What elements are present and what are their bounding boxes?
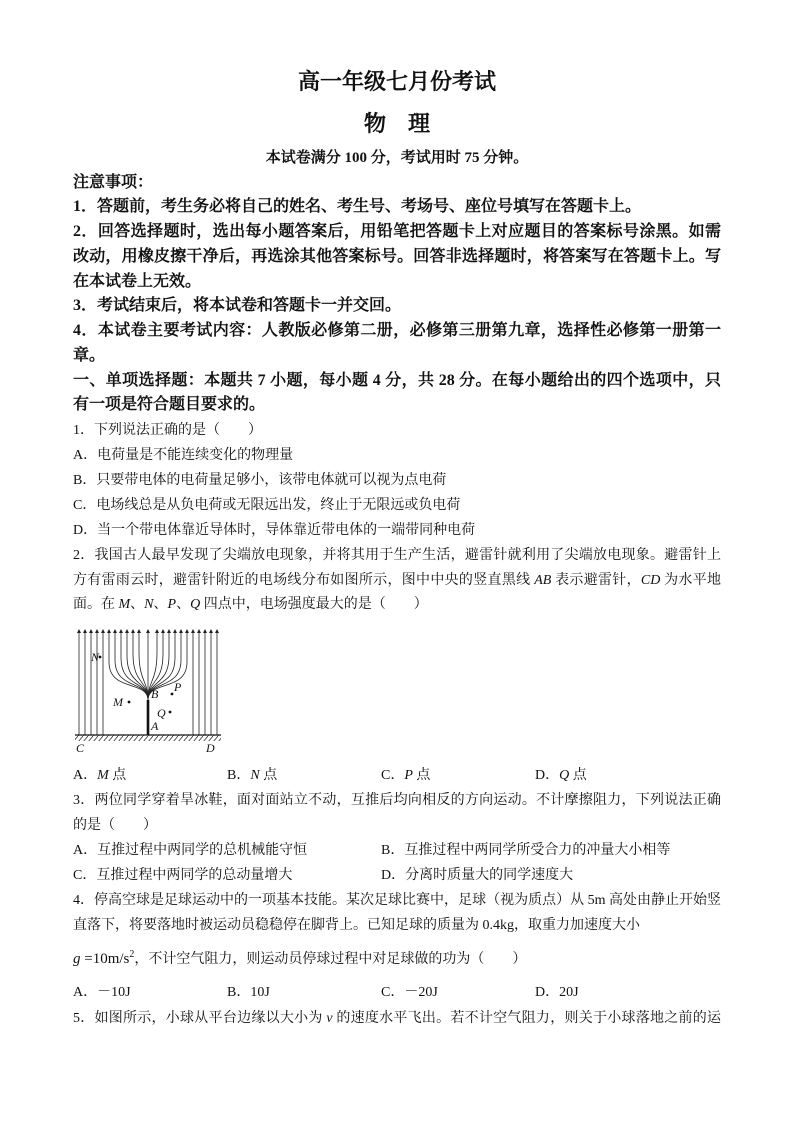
notice-line: 3．考试结束后，将本试卷和答题卡一并交回。 bbox=[73, 297, 402, 314]
text: 、 bbox=[130, 597, 145, 612]
question-3-option-d: D．分离时质量大的同学速度大 bbox=[381, 868, 574, 883]
question-2-stem-line: 2．我国古人最早发现了尖端放电现象，并将其用于生产生活，避雷针就利用了尖端放电现象。避雷针上 bbox=[73, 548, 721, 563]
var-p: P bbox=[167, 597, 177, 612]
field-line bbox=[133, 631, 148, 700]
var-q: Q bbox=[190, 597, 201, 612]
notice-line: 改动，用橡皮擦干净后，再选涂其他答案标号。回答非选择题时，将答案写在答题卡上。写 bbox=[73, 248, 721, 265]
label-m: M bbox=[113, 695, 123, 709]
field-line bbox=[127, 631, 148, 700]
label-a: A bbox=[151, 719, 159, 733]
label-d: D bbox=[206, 741, 215, 755]
section-heading: 有一项是符合题目要求的。 bbox=[73, 396, 266, 413]
notice-line: 4．本试卷主要考试内容：人教版必修第二册，必修第三册第九章，选择性必修第一册第一 bbox=[73, 322, 721, 339]
text: 方有雷雨云时，避雷针附近的电场线分布如图所示，图中中央的竖直黑线 bbox=[73, 573, 535, 588]
option-key: A． bbox=[73, 768, 98, 783]
formula-exponent: 2 bbox=[129, 949, 135, 960]
text: 的速度水平飞出。若不计空气阻力，则关于小球落地之前的运 bbox=[332, 1011, 722, 1026]
text: 四点中，电场强度最大的是（ ） bbox=[200, 597, 428, 612]
label-b: B bbox=[151, 687, 159, 701]
option-suffix: 点 bbox=[569, 768, 587, 783]
option-key: D． bbox=[535, 768, 560, 783]
notice-line: 章。 bbox=[73, 347, 106, 364]
option-var: M bbox=[97, 768, 109, 783]
option-key: C． bbox=[381, 768, 405, 783]
var-m: M bbox=[118, 597, 131, 612]
field-line-diagram bbox=[73, 628, 225, 758]
text: ，不计空气阻力，则运动员停球过程中对足球做的功为（ ） bbox=[134, 952, 527, 967]
var-n: N bbox=[144, 597, 154, 612]
option-suffix: 点 bbox=[412, 768, 431, 783]
question-1-option-c: C．电场线总是从负电荷或无限远出发，终止于无限远或负电荷 bbox=[73, 498, 461, 513]
option-var: P bbox=[404, 768, 413, 783]
text: 、 bbox=[176, 597, 191, 612]
label-q: Q bbox=[157, 706, 166, 720]
field-line bbox=[121, 631, 148, 700]
var-cd: CD bbox=[640, 573, 661, 588]
point-n-dot bbox=[99, 656, 102, 659]
option-var: N bbox=[250, 768, 260, 783]
label-n: N bbox=[91, 650, 100, 664]
notice-heading: 注意事项： bbox=[73, 174, 154, 191]
text: 表示避雷针， bbox=[551, 573, 641, 588]
text: 、 bbox=[153, 597, 168, 612]
question-3-stem-line: 3．两位同学穿着旱冰鞋，面对面站立不动，互推后均向相反的方向运动。不计摩擦阻力，下列说法正确 bbox=[73, 793, 721, 808]
formula-var: g bbox=[73, 951, 81, 967]
point-q-dot bbox=[169, 711, 172, 714]
notice-line: 1．答题前，考生务必将自己的姓名、考生号、考场号、座位号填写在答题卡上。 bbox=[73, 198, 642, 215]
label-p: P bbox=[174, 680, 182, 694]
notice-line: 2．回答选择题时，选出每小题答案后，用铅笔把答题卡上对应题目的答案标号涂黑。如需 bbox=[73, 223, 721, 240]
text: 为水平地 bbox=[660, 573, 722, 588]
question-4-stem-line bbox=[73, 949, 721, 969]
notice-line: 在本试卷上无效。 bbox=[73, 273, 202, 290]
question-1-option-b: B．只要带电体的电荷量足够小，该带电体就可以视为点电荷 bbox=[73, 473, 447, 488]
question-4-option-b: B．10J bbox=[227, 985, 270, 1000]
question-2-stem-line bbox=[73, 571, 721, 591]
option-key: B． bbox=[227, 768, 251, 783]
question-3-option-b: B．互推过程中两同学所受合力的冲量大小相等 bbox=[381, 843, 671, 858]
var-v: v bbox=[326, 1011, 333, 1026]
option-suffix: 点 bbox=[259, 768, 278, 783]
question-4-option-c: C．－20J bbox=[381, 985, 438, 1000]
point-p-dot bbox=[171, 693, 174, 696]
exam-info: 本试卷满分 100 分，考试用时 75 分钟。 bbox=[265, 150, 529, 166]
question-3-stem-line: 的是（ ） bbox=[73, 818, 157, 833]
question-2-option-a bbox=[73, 766, 126, 786]
text: 面。在 bbox=[73, 597, 119, 612]
question-1-option-a: A．电荷量是不能连续变化的物理量 bbox=[73, 448, 294, 463]
question-4-stem-line: 4．停高空球是足球运动中的一项基本技能。某次足球比赛中，足球（视为质点）从 5m 高处由静止开始竖 bbox=[73, 893, 721, 908]
gravity-formula bbox=[73, 951, 134, 967]
ground-hatching bbox=[75, 735, 221, 741]
question-2-stem-line bbox=[73, 595, 721, 615]
question-4-option-d: D．20J bbox=[535, 985, 579, 1000]
point-m-dot bbox=[128, 701, 131, 704]
question-1-stem: 1．下列说法正确的是（ ） bbox=[73, 423, 262, 438]
field-line bbox=[115, 631, 148, 700]
question-5-stem-line bbox=[73, 1009, 721, 1029]
question-1-option-d: D．当一个带电体靠近导体时，导体靠近带电体的一端带同种电荷 bbox=[73, 523, 476, 538]
label-c: C bbox=[76, 741, 85, 755]
exam-title: 高一年级七月份考试 bbox=[297, 69, 496, 94]
text: 5．如图所示，小球从平台边缘以大小为 bbox=[73, 1011, 327, 1026]
question-2-option-d bbox=[535, 766, 587, 786]
option-suffix: 点 bbox=[108, 768, 127, 783]
question-4-option-a: A．－10J bbox=[73, 985, 131, 1000]
question-3-option-a: A．互推过程中两同学的总机械能守恒 bbox=[73, 843, 308, 858]
var-ab: AB bbox=[534, 573, 552, 588]
question-2-option-c bbox=[381, 766, 430, 786]
question-2-option-b bbox=[227, 766, 277, 786]
formula-value: =10m/s bbox=[80, 951, 130, 967]
subject-title: 物 理 bbox=[363, 111, 430, 136]
section-heading: 一、单项选择题：本题共 7 小题，每小题 4 分，共 28 分。在每小题给出的四个选项中，只 bbox=[73, 372, 721, 389]
option-var: Q bbox=[559, 768, 570, 783]
question-3-option-c: C．互推过程中两同学的总动量增大 bbox=[73, 868, 293, 883]
question-4-stem-line: 直落下，将要落地时被运动员稳稳停在脚背上。已知足球的质量为 0.4kg，取重力加速度大小 bbox=[73, 918, 640, 933]
lightning-rod-field-figure bbox=[73, 628, 225, 758]
